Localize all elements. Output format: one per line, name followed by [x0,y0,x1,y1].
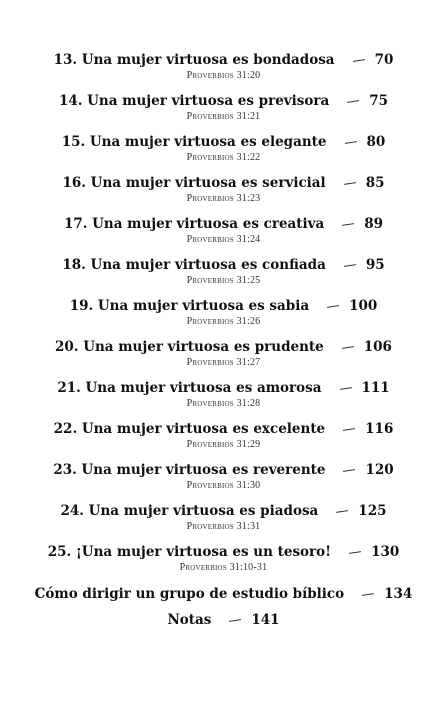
toc-line [0,214,447,234]
leader-dash [345,141,357,144]
toc-entry [0,91,447,131]
entry-title: 23. Una mujer virtuosa es reverente [53,462,326,478]
scripture-reference: Proverbios 31:20 [186,70,261,81]
toc-entry-notes [0,610,447,650]
scripture-reference: Proverbios 31:24 [186,234,261,245]
toc-line [0,542,447,562]
leader-dash [344,182,356,185]
page-number: 75 [369,93,389,109]
toc-line [0,337,447,357]
toc-entry [0,337,447,377]
entry-title: 25. ¡Una mujer virtuosa es un tesoro! [47,544,332,560]
toc-entry [0,255,447,295]
scripture-reference: Proverbios 31:21 [186,111,261,122]
scripture-reference: Proverbios 31:31 [186,521,261,532]
page-number: 106 [363,339,392,355]
page-number: 120 [365,462,394,478]
page-number: 89 [364,216,384,232]
toc-line [0,296,447,316]
toc-entry [0,132,447,172]
leader-dash [347,100,359,103]
entry-title: Notas [167,612,212,628]
page-number: 141 [251,612,280,628]
entry-title: 17. Una mujer virtuosa es creativa [63,216,325,232]
scripture-reference: Proverbios 31:30 [186,480,261,491]
leader-dash [343,469,355,472]
entry-title: 16. Una mujer virtuosa es servicial [62,175,326,191]
leader-dash [342,223,354,226]
toc-line [0,91,447,111]
toc-line [0,50,447,70]
leader-dash [344,264,356,267]
toc-line [0,419,447,439]
toc-line [0,610,447,630]
scripture-reference: Proverbios 31:10-31 [179,562,268,573]
scripture-reference: Proverbios 31:26 [186,316,261,327]
entry-title: Cómo dirigir un grupo de estudio bíblico [34,586,345,602]
toc-entry [0,50,447,90]
entry-title: 14. Una mujer virtuosa es previsora [58,93,330,109]
toc-entry [0,378,447,418]
scripture-reference: Proverbios 31:22 [186,152,261,163]
scripture-reference: Proverbios 31:28 [186,398,261,409]
toc-entry [0,173,447,213]
toc-entry [0,419,447,459]
page-number: 134 [384,586,413,602]
scripture-reference: Proverbios 31:23 [186,193,261,204]
page-number: 116 [365,421,394,437]
entry-title: 20. Una mujer virtuosa es prudente [55,339,324,355]
toc-entry [0,460,447,500]
entry-title: 22. Una mujer virtuosa es excelente [53,421,326,437]
toc-entry [0,214,447,254]
toc-line [0,460,447,480]
leader-dash [353,59,365,62]
toc-line [0,132,447,152]
entry-title: 13. Una mujer virtuosa es bondadosa [53,52,335,68]
scripture-reference: Proverbios 31:27 [186,357,261,368]
entry-title: 19. Una mujer virtuosa es sabia [69,298,310,314]
entry-title: 24. Una mujer virtuosa es piadosa [60,503,319,519]
toc-entry [0,542,447,582]
leader-dash [343,428,355,431]
entry-title: 15. Una mujer virtuosa es elegante [61,134,327,150]
page-number: 95 [365,257,385,273]
toc-line [0,501,447,521]
leader-dash [349,551,361,554]
toc-entry [0,501,447,541]
entry-title: 18. Una mujer virtuosa es confiada [62,257,326,273]
toc-line [0,584,447,604]
page-number: 85 [365,175,385,191]
leader-dash [336,510,348,513]
leader-dash [362,593,374,596]
scripture-reference: Proverbios 31:29 [186,439,261,450]
page-number: 70 [374,52,394,68]
page-number: 125 [358,503,387,519]
leader-dash [229,619,241,622]
page-number: 100 [349,298,378,314]
scripture-reference: Proverbios 31:25 [186,275,261,286]
page-number: 111 [361,380,390,396]
toc-line [0,378,447,398]
page-number: 130 [371,544,400,560]
toc-entry [0,296,447,336]
toc-line [0,255,447,275]
leader-dash [327,305,339,308]
toc-line [0,173,447,193]
page-number: 80 [366,134,386,150]
leader-dash [339,387,351,390]
leader-dash [342,346,354,349]
entry-title: 21. Una mujer virtuosa es amorosa [57,380,322,396]
